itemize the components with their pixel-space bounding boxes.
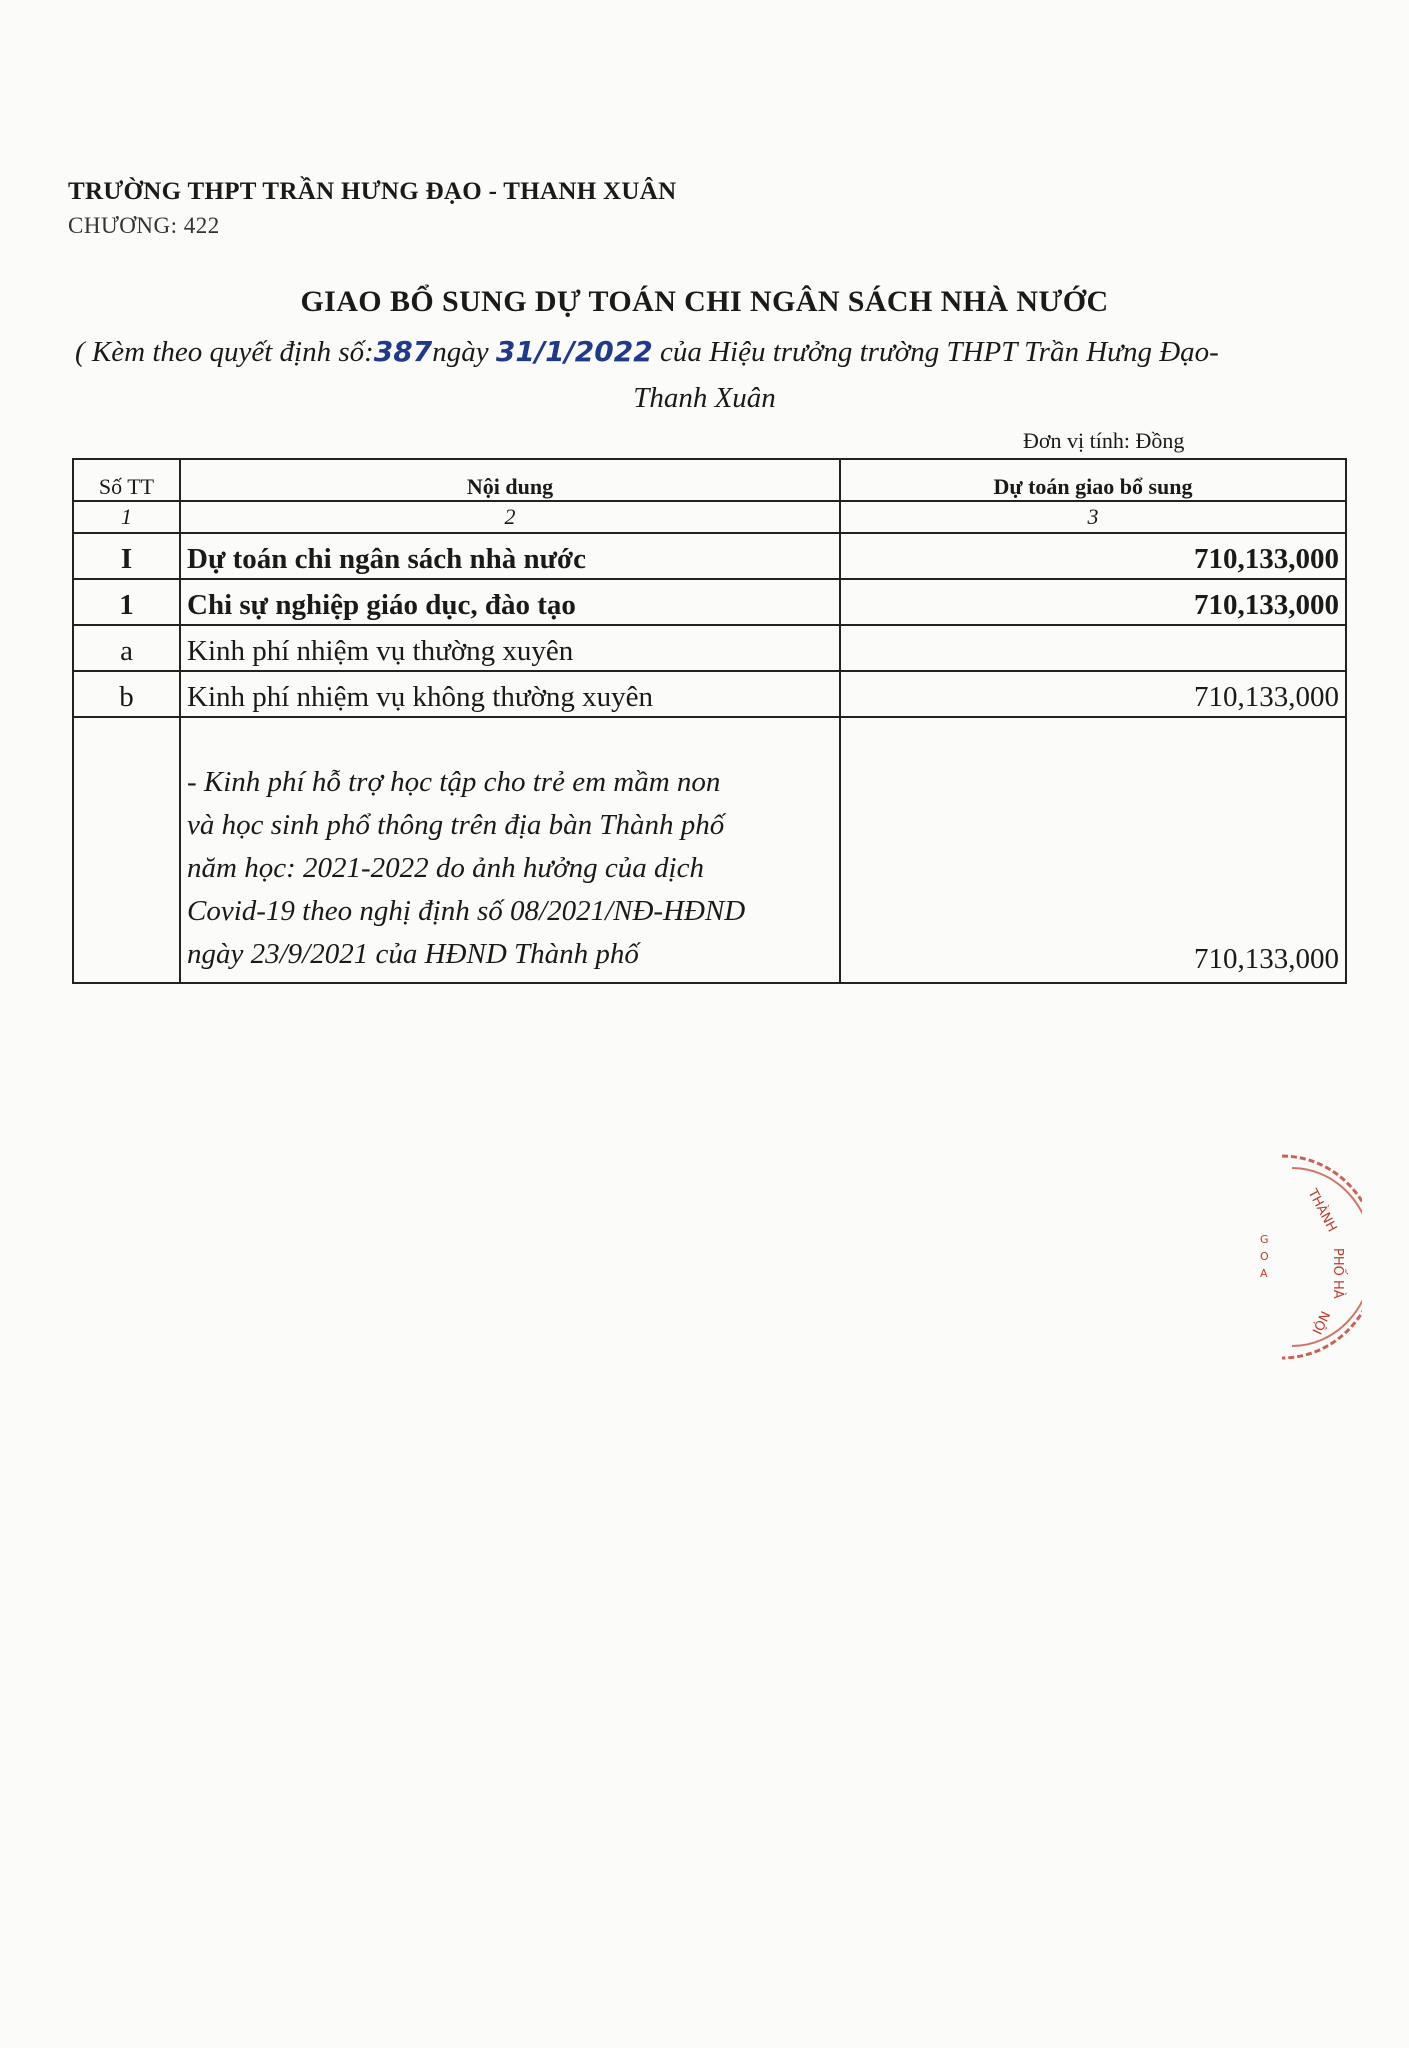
- row-amount: 710,133,000: [840, 671, 1346, 717]
- row-content: Kinh phí nhiệm vụ thường xuyên: [180, 625, 840, 671]
- detail-line: ngày 23/9/2021 của HĐND Thành phố: [187, 938, 639, 970]
- official-seal-stamp: [1252, 1148, 1362, 1368]
- table-header-row: [73, 459, 1346, 501]
- row-content: Chi sự nghiệp giáo dục, đào tạo: [180, 579, 840, 625]
- row-amount: 710,133,000: [840, 717, 1346, 983]
- column-number-row: [73, 501, 1346, 533]
- col-number-1: 1: [73, 501, 180, 533]
- col-number-3: 3: [840, 501, 1346, 533]
- svg-text:PHỐ HÀ: PHỐ HÀ: [1330, 1248, 1345, 1299]
- svg-text:G: G: [1260, 1233, 1269, 1246]
- table-row: [73, 625, 1346, 671]
- subtitle-part3: của Hiệu trưởng trường THPT Trần Hưng Đạo-: [659, 336, 1219, 368]
- subtitle-part1: ( Kèm theo quyết định số:: [75, 336, 374, 368]
- svg-text:THÀNH: THÀNH: [1304, 1186, 1340, 1235]
- subtitle-line-1: [75, 335, 1365, 369]
- svg-text:A: A: [1260, 1267, 1268, 1280]
- budget-table: [72, 458, 1347, 984]
- row-amount: 710,133,000: [840, 533, 1346, 579]
- subtitle-part2: ngày: [432, 336, 489, 368]
- detail-line: Covid-19 theo nghị định số 08/2021/NĐ-HĐND: [187, 895, 746, 927]
- row-stt: b: [73, 671, 180, 717]
- header-stt: Số TT: [73, 459, 180, 501]
- table-row: [73, 671, 1346, 717]
- decision-number: 387: [373, 335, 433, 368]
- detail-line: - Kinh phí hỗ trợ học tập cho trẻ em mầm non: [187, 766, 721, 798]
- row-stt: I: [73, 533, 180, 579]
- decision-date: 31/1/2022: [495, 335, 653, 368]
- row-content: Kinh phí nhiệm vụ không thường xuyên: [180, 671, 840, 717]
- detail-line: năm học: 2021-2022 do ảnh hưởng của dịch: [187, 852, 704, 884]
- row-content-detail: [180, 717, 840, 983]
- row-stt: [73, 717, 180, 983]
- detail-line: và học sinh phổ thông trên địa bàn Thành phố: [187, 809, 725, 841]
- row-amount: [840, 625, 1346, 671]
- header-content: Nội dung: [180, 459, 840, 501]
- table-row-detail: [73, 717, 1346, 983]
- document-title: GIAO BỔ SUNG DỰ TOÁN CHI NGÂN SÁCH NHÀ NƯỚC: [300, 285, 1109, 318]
- col-number-2: 2: [180, 501, 840, 533]
- row-stt: a: [73, 625, 180, 671]
- chapter-code: CHƯƠNG: 422: [68, 213, 220, 238]
- row-stt: 1: [73, 579, 180, 625]
- svg-text:O: O: [1260, 1250, 1269, 1263]
- organization-name: TRƯỜNG THPT TRẦN HƯNG ĐẠO - THANH XUÂN: [68, 178, 677, 205]
- subtitle-line-2: Thanh Xuân: [633, 382, 776, 414]
- header-amount: Dự toán giao bổ sung: [840, 459, 1346, 501]
- row-content: Dự toán chi ngân sách nhà nước: [180, 533, 840, 579]
- svg-text:NỘI: NỘI: [1308, 1308, 1332, 1337]
- row-amount: 710,133,000: [840, 579, 1346, 625]
- currency-unit: Đơn vị tính: Đồng: [1023, 428, 1185, 453]
- table-row: [73, 533, 1346, 579]
- table-row: [73, 579, 1346, 625]
